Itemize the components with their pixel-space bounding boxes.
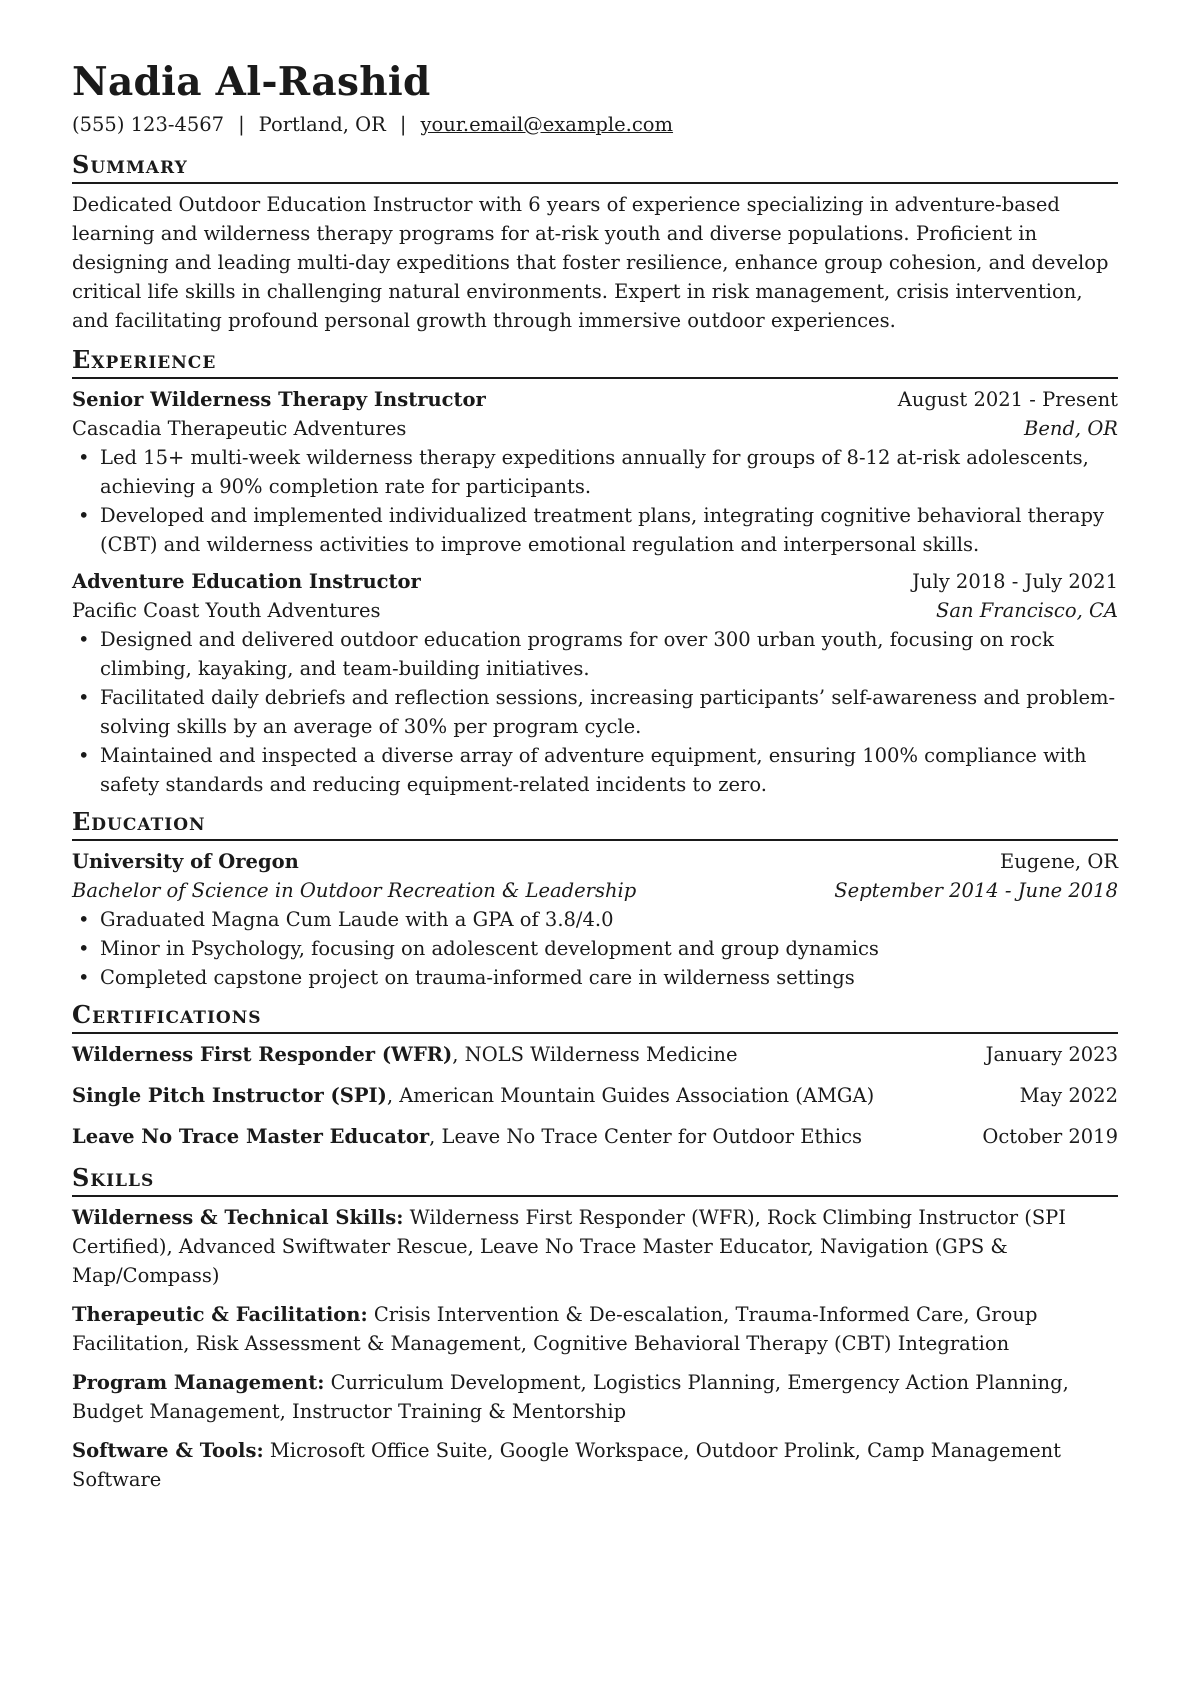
certification-name: Leave No Trace Master Educator [72,1125,430,1148]
certification-row [72,1040,1118,1069]
location: Portland, OR [258,113,386,136]
education-entry [72,847,1118,992]
candidate-name: Nadia Al-Rashid [72,59,431,105]
skill-group [72,1300,1118,1358]
job-location: San Francisco, CA [935,599,1118,622]
certification-date: October 2019 [982,1125,1118,1148]
certification-text [72,1081,874,1110]
skill-group-label: Software & Tools: [72,1439,264,1462]
contact-line [72,112,1118,138]
list-item: • Facilitated daily debriefs and reflection sessions, increasing participants’ self-awareness and problem-solving skills by an average of 30% per program cycle. [72,683,1118,741]
education-bullets [72,905,1118,992]
job-location: Bend, OR [1024,417,1118,440]
education-header [72,847,1118,876]
section-title-education: Education [72,807,1118,841]
certification-issuer: , American Mountain Guides Association (AMGA) [386,1084,875,1107]
job-title: Adventure Education Instructor [72,570,421,593]
certification-issuer: , NOLS Wilderness Medicine [452,1043,738,1066]
section-title-summary: Summary [72,150,1118,184]
section-title-skills: Skills [72,1163,1118,1197]
job-header [72,567,1118,596]
job-dates: July 2018 - July 2021 [912,570,1118,593]
job-subheader [72,414,1118,443]
phone-number: (555) 123-4567 [72,113,225,136]
skill-group-label: Program Management: [72,1371,325,1394]
list-item: • Led 15+ multi-week wilderness therapy expeditions annually for groups of 8-12 at-risk adolescents, achieving a 90% completion rate for participants. [72,443,1118,501]
certification-name: Single Pitch Instructor (SPI) [72,1084,387,1107]
section-title-certifications: Certifications [72,1000,1118,1034]
certification-name: Wilderness First Responder (WFR) [72,1043,453,1066]
job-subheader [72,596,1118,625]
section-title-experience: Experience [72,345,1118,379]
job-entry [72,385,1118,559]
skill-group-text: Wilderness First Responder (WFR), Rock Climbing Instructor (SPI Certified), Advanced Swiftwater Rescue, Leave No Trace Master Educator, Navigation (GPS & Map/Compass) [72,1206,1067,1287]
job-dates: August 2021 - Present [897,388,1118,411]
company-name: Cascadia Therapeutic Adventures [72,417,407,440]
email-link[interactable]: your.email@example.com [420,113,674,136]
list-item: • Minor in Psychology, focusing on adolescent development and group dynamics [72,934,1118,963]
contact-separator: | [399,113,407,136]
education-dates: September 2014 - June 2018 [834,879,1118,902]
education-subheader [72,876,1118,905]
degree: Bachelor of Science in Outdoor Recreation & Leadership [72,879,637,902]
list-item: • Developed and implemented individualized treatment plans, integrating cognitive behavioral therapy (CBT) and wilderness activities to improve emotional regulation and interpersonal skills. [72,501,1118,559]
certification-date: January 2023 [985,1043,1118,1066]
certification-row [72,1122,1118,1151]
skill-group [72,1436,1118,1494]
school-location: Eugene, OR [1000,850,1118,873]
job-title: Senior Wilderness Therapy Instructor [72,388,486,411]
skill-group-label: Therapeutic & Facilitation: [72,1303,368,1326]
list-item: • Maintained and inspected a diverse array of adventure equipment, ensuring 100% compliance with safety standards and reducing equipment-related incidents to zero. [72,741,1118,799]
certification-text [72,1040,738,1069]
contact-separator: | [238,113,245,136]
skill-group-text: Curriculum Development, Logistics Planning, Emergency Action Planning, Budget Management, Instructor Training & Mentorship [72,1371,1069,1423]
certification-date: May 2022 [1019,1084,1118,1107]
company-name: Pacific Coast Youth Adventures [72,599,381,622]
job-header [72,385,1118,414]
list-item: • Completed capstone project on trauma-informed care in wilderness settings [72,963,1118,992]
job-entry [72,567,1118,799]
certification-row [72,1081,1118,1110]
skill-group [72,1368,1118,1426]
certification-text [72,1122,862,1151]
list-item: • Designed and delivered outdoor education programs for over 300 urban youth, focusing on rock climbing, kayaking, and team-building initiatives. [72,625,1118,683]
skill-group-text: Crisis Intervention & De-escalation, Trauma-Informed Care, Group Facilitation, Risk Assessment & Management, Cognitive Behavioral Therapy (CBT) Integration [72,1303,1038,1355]
skill-group-label: Wilderness & Technical Skills: [72,1206,404,1229]
job-bullets [72,443,1118,559]
job-bullets [72,625,1118,799]
school-name: University of Oregon [72,850,299,873]
summary-text: Dedicated Outdoor Education Instructor with 6 years of experience specializing in adventure-based learning and wilderness therapy programs for at-risk youth and diverse populations. Proficient in designing and leading multi-day expeditions that foster resilience, enhance group cohesion, and develop critical life skills in challenging natural environments. Expert in risk management, crisis intervention, and facilitating profound personal growth through immersive outdoor experiences. [72,193,1109,332]
skill-group-text: Microsoft Office Suite, Google Workspace, Outdoor Prolink, Camp Management Software [72,1439,1062,1491]
list-item: • Graduated Magna Cum Laude with a GPA of 3.8/4.0 [72,905,1118,934]
certification-issuer: , Leave No Trace Center for Outdoor Ethics [429,1125,863,1148]
skill-group [72,1203,1118,1290]
